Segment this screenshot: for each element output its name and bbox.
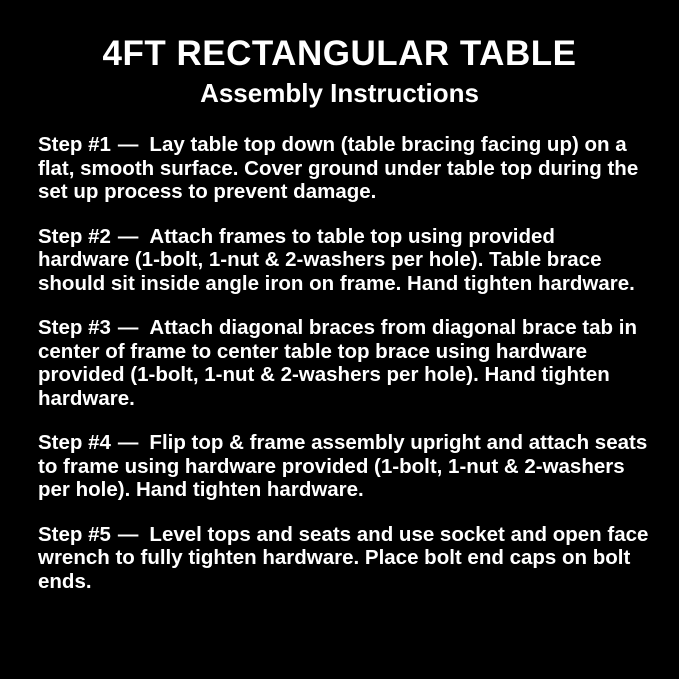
step-label: Step #1 xyxy=(38,133,111,156)
page-title: 4FT RECTANGULAR TABLE xyxy=(102,34,577,73)
step-text: Attach frames to table top using provided hardware (1-bolt, 1-nut & 2-washers per hole). Table brace should sit inside angle iron on frame. Hand tighten hardware. xyxy=(38,224,635,295)
sheet-header xyxy=(0,34,679,108)
step-text: Flip top & frame assembly upright and attach seats to frame using hardware provided (1-bolt, 1-nut & 2-washers per hole). Hand tighten hardware. xyxy=(38,431,648,501)
em-dash: — xyxy=(117,522,139,546)
page-subtitle: Assembly Instructions xyxy=(200,78,479,108)
step-item-4 xyxy=(38,431,649,502)
em-dash: — xyxy=(117,431,139,454)
step-label: Step #4 xyxy=(38,431,111,454)
step-text: Lay table top down (table bracing facing up) on a flat, smooth surface. Cover ground under table top during the set up process to prevent damage. xyxy=(38,133,639,203)
em-dash: — xyxy=(117,316,139,339)
step-item-2 xyxy=(38,225,649,296)
step-text: Level tops and seats and use socket and open face wrench to fully tighten hardware. Place bolt end caps on bolt ends. xyxy=(38,522,649,593)
step-item-5 xyxy=(38,523,649,594)
em-dash: — xyxy=(117,224,139,248)
step-text: Attach diagonal braces from diagonal brace tab in center of frame to center table top brace using hardware provided (1-bolt, 1-nut & 2-washers per hole). Hand tighten hardware. xyxy=(38,316,637,410)
step-label: Step #2 xyxy=(38,224,111,248)
step-item-3 xyxy=(38,316,649,410)
step-label: Step #5 xyxy=(38,522,111,546)
em-dash: — xyxy=(117,133,139,156)
steps-list xyxy=(0,133,679,593)
step-label: Step #3 xyxy=(38,316,111,339)
step-item-1 xyxy=(38,133,649,204)
